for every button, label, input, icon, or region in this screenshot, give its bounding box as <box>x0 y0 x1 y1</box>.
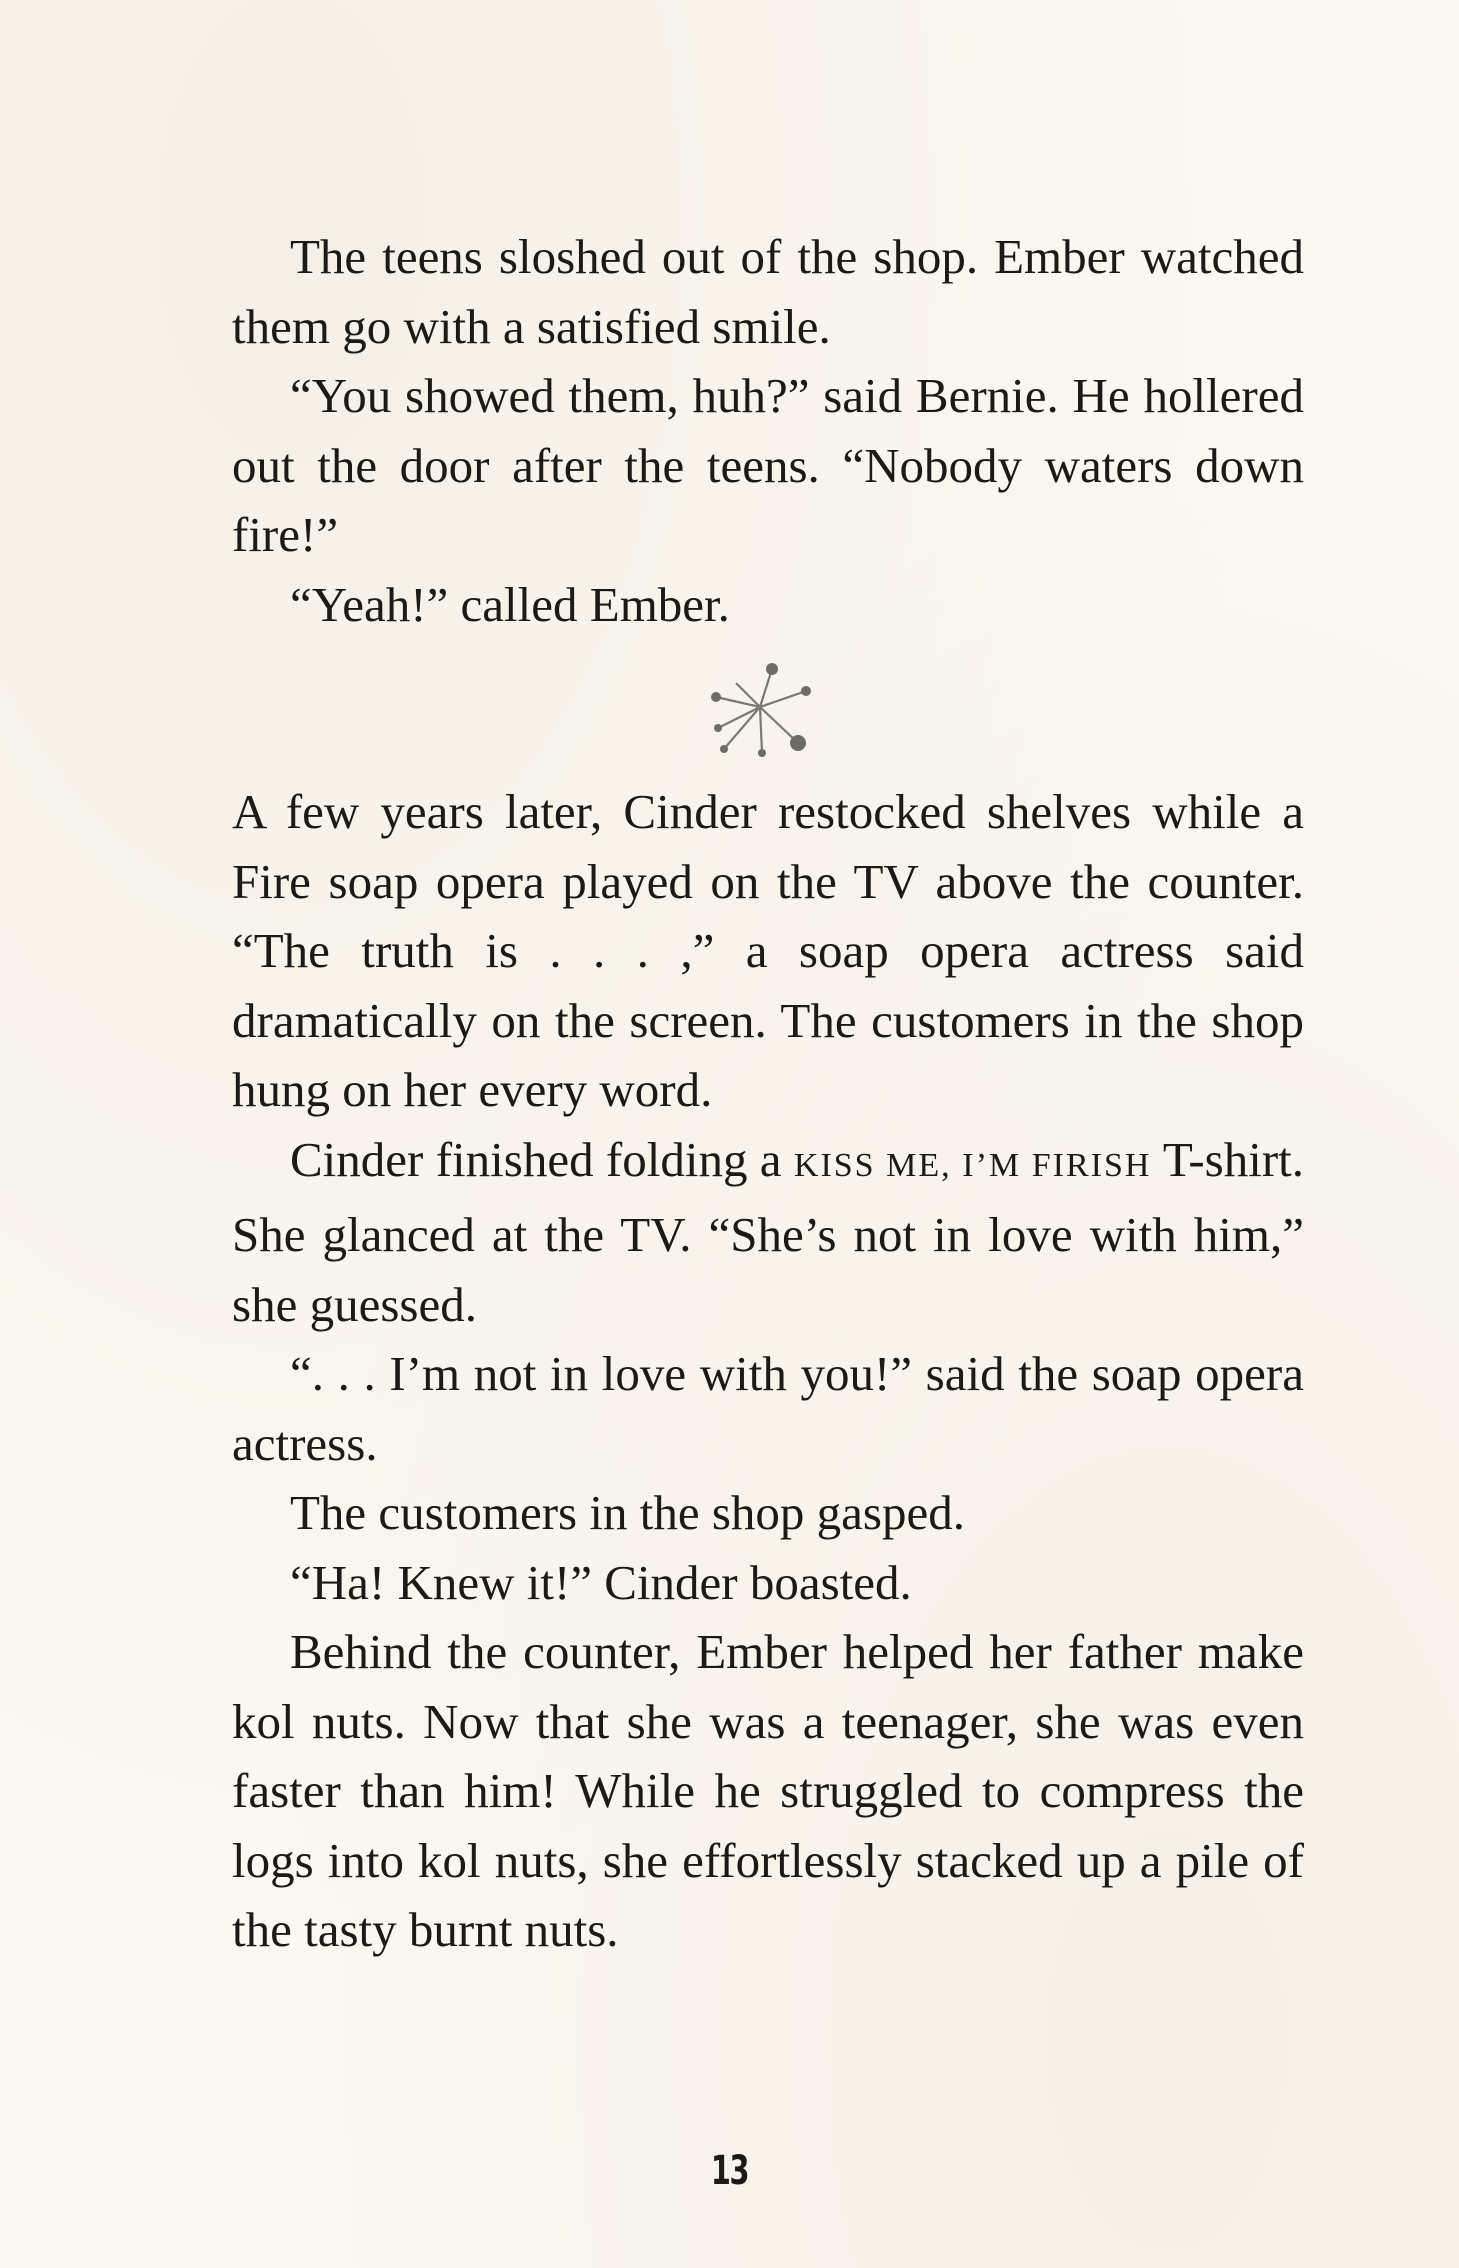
text-section-before-break <box>232 222 1304 639</box>
paragraph-text: T-shirt. She glanced at the TV. “She’s not in love with him,” she guessed. <box>232 1131 1305 1332</box>
paragraph: “Yeah!” called Ember. <box>290 576 730 632</box>
paragraph: “. . . I’m not in love with you!” said the soap opera actress. <box>232 1346 1304 1471</box>
text-section-after-break <box>232 777 1304 1965</box>
starburst-ornament-icon <box>702 655 832 765</box>
paragraph: “You showed them, huh?” said Bernie. He hollered out the door after the teens. “Nobody waters down fire!” <box>232 368 1304 562</box>
paragraph-text: Cinder finished folding a <box>290 1131 794 1187</box>
paragraph: Behind the counter, Ember helped her father make kol nuts. Now that she was a teenager, she was even faster than him! While he struggled to compress the logs into kol nuts, she effortlessly stacked up a pile of the tasty burnt nuts. <box>232 1624 1304 1957</box>
paragraph: The customers in the shop gasped. <box>290 1485 965 1540</box>
tshirt-slogan: KISS ME, I’M FIRISH <box>793 1146 1152 1184</box>
paragraph: The teens sloshed out of the shop. Ember watched them go with a satisfied smile. <box>232 229 1304 354</box>
paragraph: “Ha! Knew it!” Cinder boasted. <box>290 1554 912 1610</box>
page-number: 13 <box>710 2148 749 2194</box>
paragraph: A few years later, Cinder restocked shelves while a Fire soap opera played on the TV above the counter. “The truth is . . . ,” a soap opera actress said dramatically on the screen. The customers in the shop hung on her every word. <box>232 784 1304 1117</box>
paragraph <box>232 1125 1304 1340</box>
